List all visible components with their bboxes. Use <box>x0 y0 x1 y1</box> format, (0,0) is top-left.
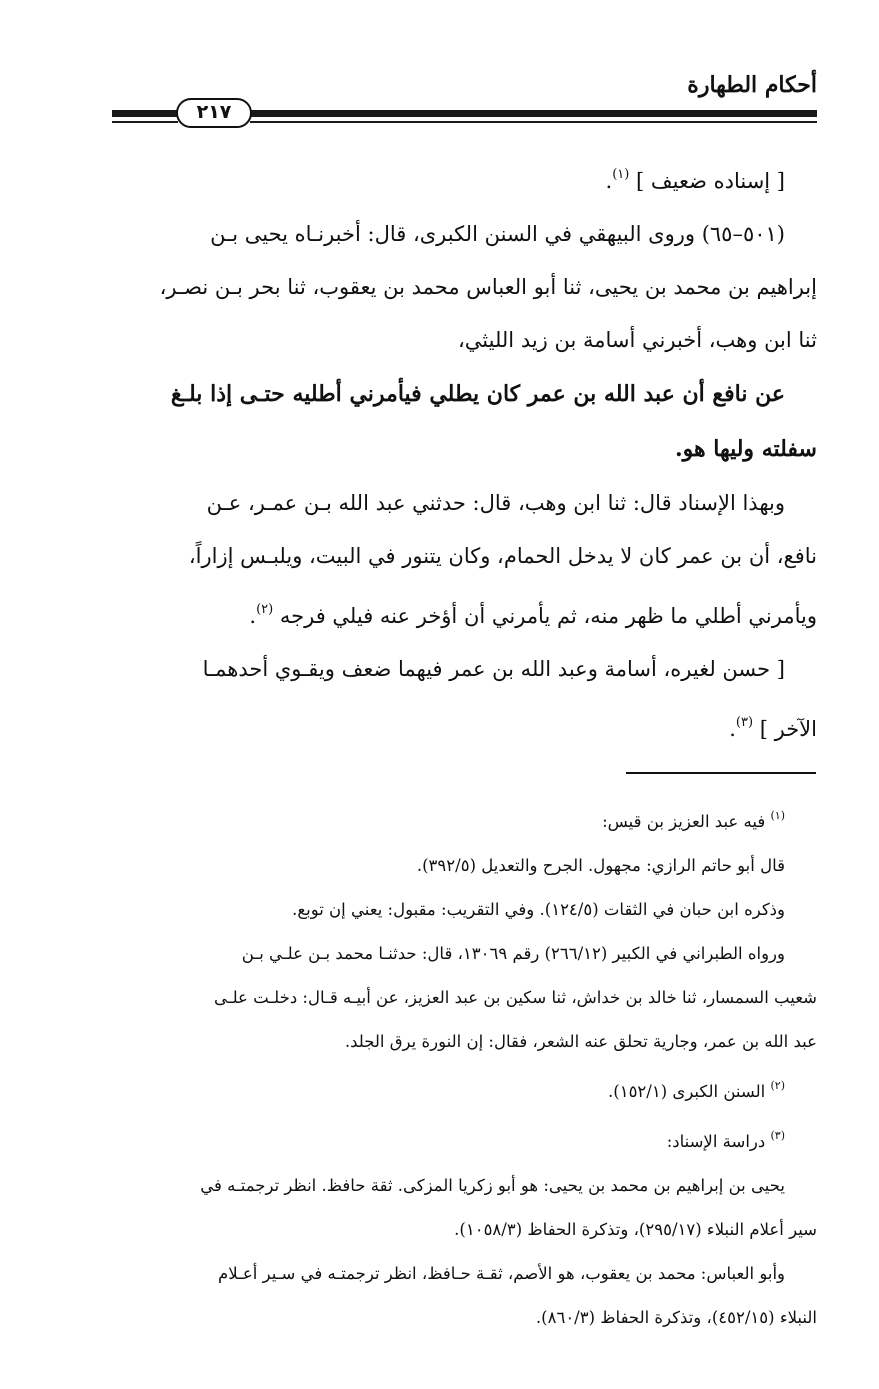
body-line-tail: . <box>605 169 613 193</box>
footnote-line <box>102 794 817 844</box>
footnote-line <box>102 1252 817 1296</box>
body-line <box>102 208 817 261</box>
footnote-reference[interactable]: (٢) <box>256 602 274 617</box>
body-line-text: ويأمرني أطلي ما ظهر منه، ثم يأمرني أن أؤخر عنه فيلي فرجه <box>273 604 817 628</box>
body-line-text: وبهذا الإسناد قال: ثنا ابن وهب، قال: حدثني عبد الله بـن عمـر، عـن <box>206 491 785 515</box>
footnote-line <box>102 932 817 976</box>
body-line <box>102 422 817 477</box>
body-line <box>102 530 817 583</box>
footnote-text: السنن الكبرى (١٥٢/١). <box>608 1082 771 1101</box>
footnote-number: (١) <box>770 809 785 822</box>
body-line-text: [ حسن لغيره، أسامة وعبد الله بن عمر فيهما ضعف ويقـوي أحدهمـا <box>202 657 785 681</box>
body-line <box>102 261 817 314</box>
body-line-tail: . <box>249 604 257 628</box>
body-line <box>102 643 817 696</box>
footnote-reference[interactable]: (١) <box>612 167 630 182</box>
footnote-line <box>102 1020 817 1064</box>
header-rule <box>112 110 178 117</box>
footnotes <box>102 794 817 1340</box>
header-rule <box>112 121 178 123</box>
footnote-text: شعيب السمسار، ثنا خالد بن خداش، ثنا سكين بن عبد العزيز، عن أبيـه قـال: دخلـت علـى <box>213 988 817 1007</box>
body-line-tail: . <box>729 717 736 741</box>
footnote-line <box>102 1208 817 1252</box>
page-number: ٢١٧ <box>176 98 252 128</box>
body-line-text: نافع، أن بن عمر كان لا يدخل الحمام، وكان يتنور في البيت، ويلبـس إزاراً، <box>188 544 817 568</box>
running-header-title: أحكام الطهارة <box>687 72 817 98</box>
body-line <box>102 367 817 422</box>
body-line-text: (٥٠١–٦٥) وروى البيهقي في السنن الكبرى، قال: أخبرنـاه يحيى بـن <box>210 222 785 246</box>
body-line <box>102 583 817 643</box>
body-line <box>102 314 817 367</box>
footnote-line <box>102 976 817 1020</box>
footnote-line <box>102 844 817 888</box>
header-rule <box>250 110 817 117</box>
main-text <box>102 148 817 756</box>
footnote-number: (٢) <box>770 1079 785 1092</box>
footnote-number: (٣) <box>770 1129 785 1142</box>
body-line <box>102 696 817 756</box>
body-line-text: إبراهيم بن محمد بن يحيى، ثنا أبو العباس محمد بن يعقوب، ثنا بحر بـن نصـر، <box>159 275 817 299</box>
body-line-text: عن نافع أن عبد الله بن عمر كان يطلي فيأمرني أطليه حتـى إذا بلـغ <box>170 381 785 407</box>
footnote-text: يحيى بن إبراهيم بن محمد بن يحيى: هو أبو زكريا المزكى. ثقة حافظ. انظر ترجمتـه في <box>200 1176 785 1195</box>
footnote-text: قال أبو حاتم الرازي: مجهول. الجرح والتعديل (٣٩٢/٥). <box>416 856 785 875</box>
footnote-text: وذكره ابن حبان في الثقات (١٢٤/٥). وفي التقريب: مقبول: يعني إن توبع. <box>292 900 785 919</box>
body-line-text: الآخر ] <box>753 717 817 741</box>
body-line <box>102 477 817 530</box>
footnote-separator <box>626 772 816 774</box>
footnote-text: فيه عبد العزيز بن قيس: <box>602 812 771 831</box>
body-line-text: [ إسناده ضعيف ] <box>629 169 785 193</box>
footnote-line <box>102 1164 817 1208</box>
footnote-text: وأبو العباس: محمد بن يعقوب، هو الأصم، ثقـة حـافظ، انظر ترجمتـه في سـير أعـلام <box>218 1264 785 1283</box>
footnote-line <box>102 1296 817 1340</box>
footnote-text: سير أعلام النبلاء (٢٩٥/١٧)، وتذكرة الحفاظ (١٠٥٨/٣). <box>454 1220 817 1239</box>
footnote-line <box>102 1114 817 1164</box>
footnote-text: دراسة الإسناد: <box>666 1132 771 1151</box>
footnote-reference[interactable]: (٣) <box>735 715 754 730</box>
footnote-line <box>102 888 817 932</box>
body-line <box>102 148 817 208</box>
footnote-line <box>102 1064 817 1114</box>
body-line-text: ثنا ابن وهب، أخبرني أسامة بن زيد الليثي، <box>458 328 817 352</box>
body-line-text: سفلته وليها هو. <box>674 436 817 462</box>
header-rule <box>250 121 817 123</box>
footnote-text: النبلاء (٤٥٢/١٥)، وتذكرة الحفاظ (٨٦٠/٣). <box>535 1308 817 1327</box>
footnote-text: عبد الله بن عمر، وجارية تحلق عنه الشعر، فقال: إن النورة يرق الجلد. <box>344 1032 817 1051</box>
footnote-text: ورواه الطبراني في الكبير (٢٦٦/١٢) رقم ١٣٠٦٩، قال: حدثنـا محمد بـن علـي بـن <box>241 944 785 963</box>
